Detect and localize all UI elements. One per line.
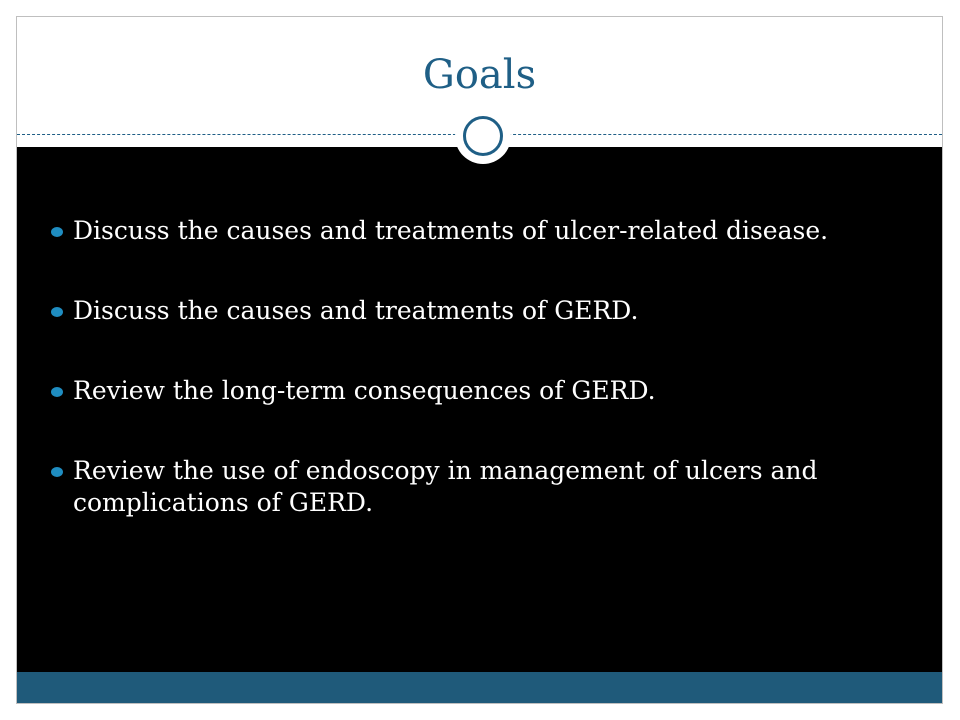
bullet-dot-icon xyxy=(51,227,63,237)
bullet-text: Review the long-term consequences of GERD. xyxy=(73,376,656,405)
slide xyxy=(16,16,943,704)
circle-ornament-inner xyxy=(463,116,503,156)
circle-ornament-icon xyxy=(455,108,511,164)
footer-bar xyxy=(17,672,942,704)
bullet-list xyxy=(51,215,911,567)
bullet-item xyxy=(51,215,911,247)
bullet-text: Review the use of endoscopy in management of ulcers and complications of GERD. xyxy=(73,456,818,517)
bullet-text: Discuss the causes and treatments of ulcer-related disease. xyxy=(73,216,829,245)
bullet-item xyxy=(51,375,911,407)
bullet-item xyxy=(51,455,911,519)
slide-title: Goals xyxy=(422,52,537,98)
bullet-text: Discuss the causes and treatments of GERD. xyxy=(73,296,639,325)
bullet-dot-icon xyxy=(51,467,63,477)
bullet-dot-icon xyxy=(51,307,63,317)
bullet-item xyxy=(51,295,911,327)
bullet-dot-icon xyxy=(51,387,63,397)
content-area xyxy=(17,147,942,672)
